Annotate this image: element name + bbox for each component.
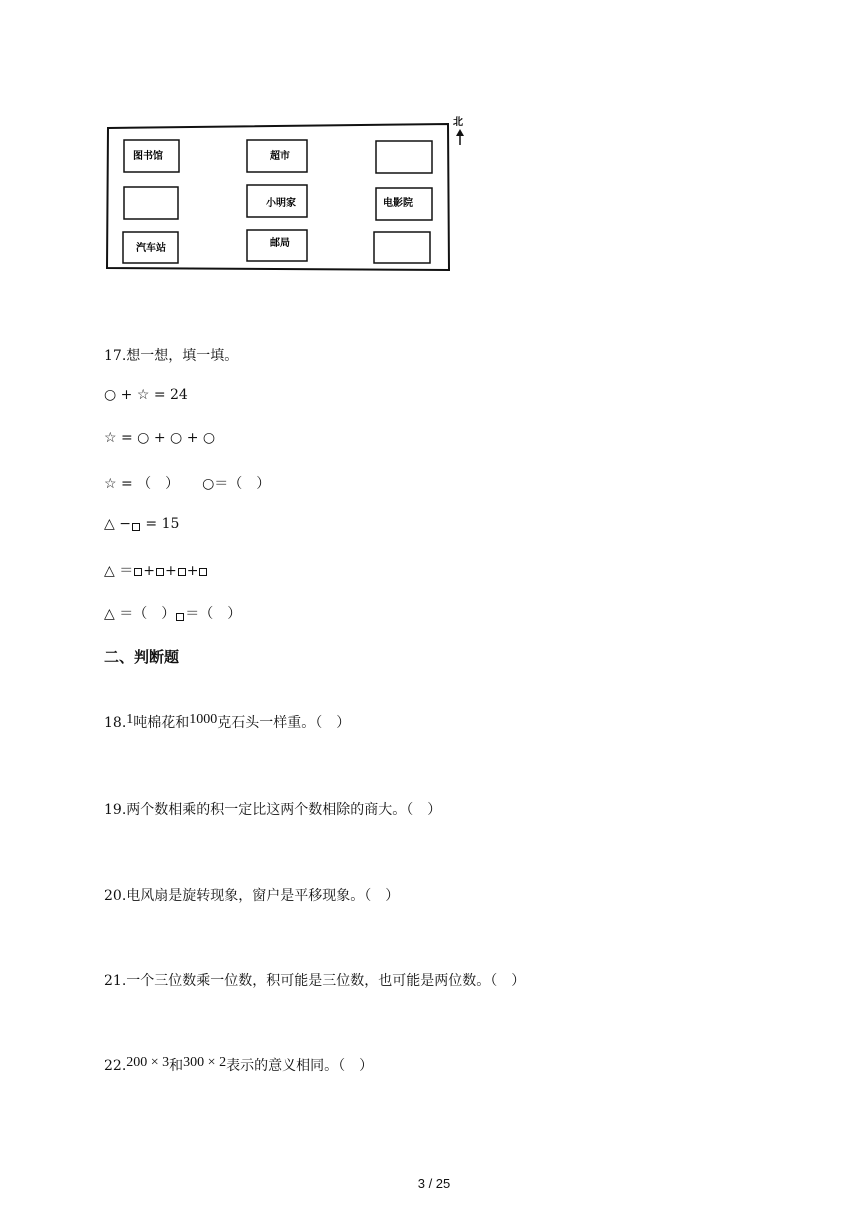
square-symbol	[134, 568, 142, 576]
q17-circle-answer: ○＝（ ）	[202, 476, 271, 492]
map-cell-label: 图书馆	[133, 151, 163, 162]
section-heading-judgement: 二、判断题	[104, 648, 180, 666]
q18: 18.1吨棉花和1000克石头一样重。（ ）	[104, 712, 351, 731]
map-cell-empty-ne	[376, 141, 432, 173]
map-cell-label: 电影院	[383, 198, 413, 209]
map-cell-empty-w	[124, 187, 178, 219]
page-number: 3 / 25	[417, 1176, 451, 1191]
square-symbol	[199, 568, 207, 576]
map-cell-label: 邮局	[270, 238, 290, 249]
square-symbol	[178, 568, 186, 576]
q22: 22.200 × 3和300 × 2表示的意义相同。（ ）	[104, 1055, 374, 1074]
map-cell-empty-se	[374, 232, 430, 263]
q21: 21.一个三位数乘一位数，积可能是三位数，也可能是两位数。（ ）	[104, 973, 526, 989]
north-label: 北	[453, 117, 463, 128]
q17-title: 17.想一想，填一填。	[104, 348, 239, 364]
q17-equation-4: △ − = 15	[104, 516, 180, 532]
q17-star-answer: ☆ = （ ）	[104, 476, 180, 492]
q17-equation-3	[104, 473, 270, 493]
map-cell-cinema	[376, 188, 432, 220]
map-cell-supermarket	[247, 140, 307, 172]
map-cell-library	[124, 140, 179, 172]
map-cell-label: 汽车站	[136, 243, 166, 254]
map-cell-xiaoming-home	[247, 185, 307, 217]
map-cell-label: 超市	[270, 151, 290, 162]
square-symbol	[176, 613, 184, 621]
map-cell-post-office	[247, 230, 307, 261]
square-symbol	[156, 568, 164, 576]
q17-equation-5: △ ＝ + + +	[104, 560, 208, 580]
north-arrow-icon	[456, 129, 464, 145]
q17-equation-2: ☆ = ○ + ○ + ○	[104, 430, 216, 446]
map-cell-label: 小明家	[266, 198, 296, 209]
q17-equation-1: ○ + ☆ = 24	[104, 387, 188, 403]
town-map-figure	[0, 0, 868, 300]
map-cell-bus-station	[123, 232, 178, 263]
square-symbol	[132, 523, 140, 531]
q19: 19.两个数相乘的积一定比这两个数相除的商大。（ ）	[104, 802, 442, 818]
q20: 20.电风扇是旋转现象，窗户是平移现象。（ ）	[104, 888, 400, 904]
q17-equation-6: △ ＝（ ） ＝（ ）	[104, 606, 242, 622]
